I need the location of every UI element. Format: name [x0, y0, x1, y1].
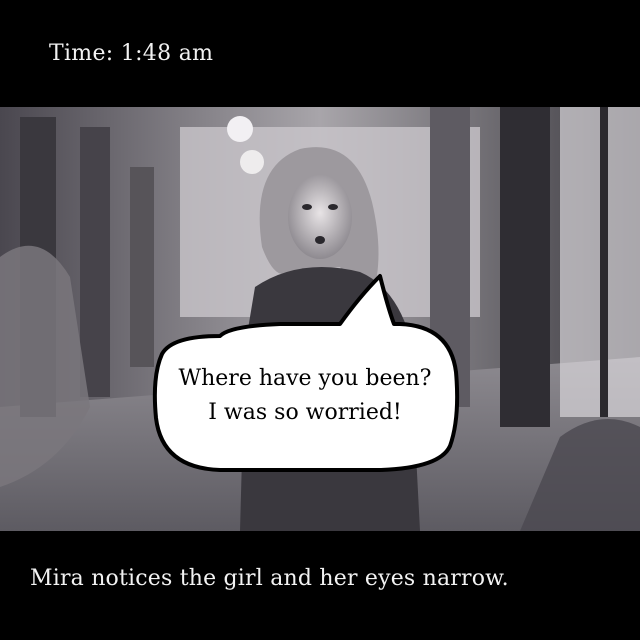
ceiling-lamp-2 — [240, 150, 264, 174]
window-frame — [600, 107, 608, 417]
speech-line-1: Where have you been? — [178, 366, 432, 391]
pillar-right-2 — [500, 107, 550, 427]
character-mouth — [315, 236, 325, 244]
ceiling-lamp-1 — [227, 116, 253, 142]
character-face — [288, 175, 352, 259]
time-caption: Time: 1:48 am — [49, 41, 214, 66]
narration-caption: Mira notices the girl and her eyes narrow. — [30, 566, 509, 591]
pillar-left-2 — [80, 127, 110, 397]
speech-bubble-text — [160, 362, 450, 430]
speech-line-2: I was so worried! — [208, 400, 402, 425]
character-eye-left — [302, 204, 312, 210]
character-eye-right — [328, 204, 338, 210]
